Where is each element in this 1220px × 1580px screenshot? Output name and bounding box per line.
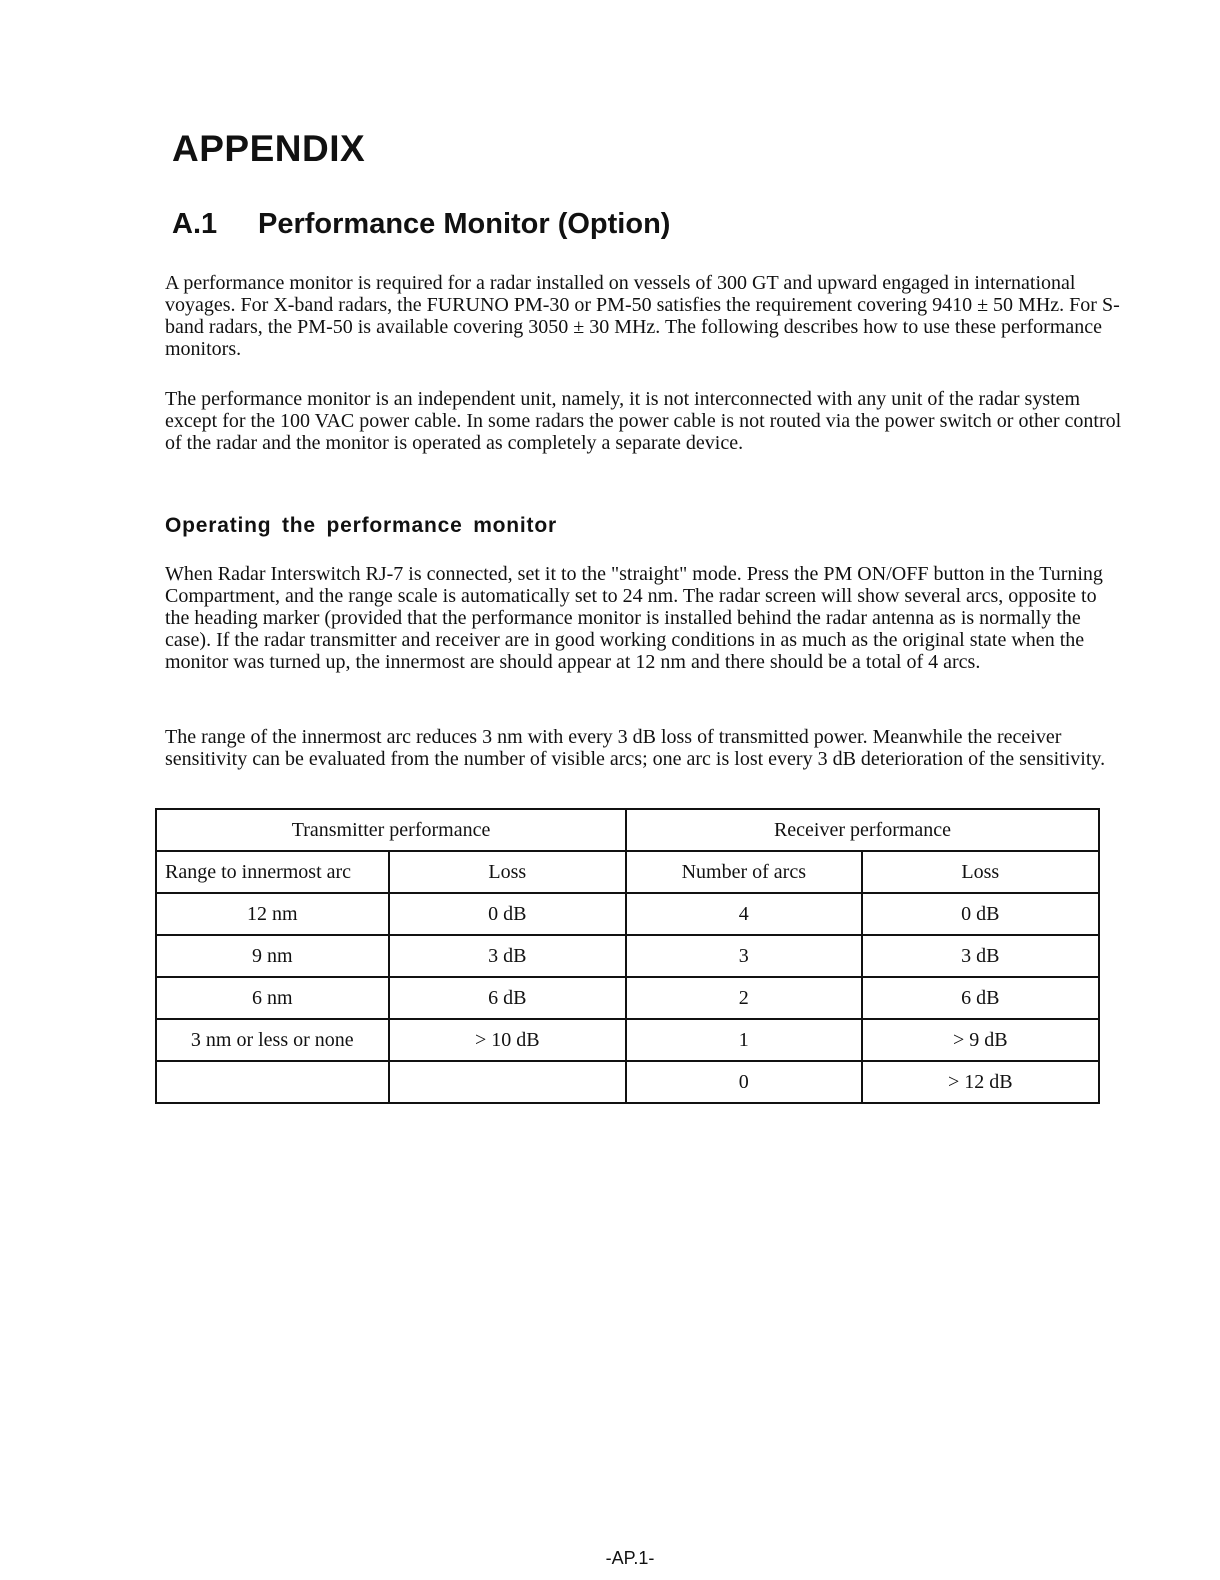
paragraph-independent-unit: The performance monitor is an independent unit, namely, it is not interconnected with any unit of the radar system except for the 100 VAC power cable. In some radars the power cable is not routed via the power switch or other control of the radar and the monitor is operated as completely a separate device. xyxy=(165,388,1122,454)
table-cell: 4 xyxy=(626,893,862,935)
subheading: Operating the performance monitor xyxy=(165,514,557,537)
table-row xyxy=(156,1061,1099,1103)
table-cell: 12 nm xyxy=(156,893,389,935)
table-cell: 0 xyxy=(626,1061,862,1103)
table-row xyxy=(156,977,1099,1019)
table-cell: 3 dB xyxy=(389,935,626,977)
section-number: A.1 xyxy=(172,208,218,240)
column-header: Loss xyxy=(389,851,626,893)
column-header: Range to innermost arc xyxy=(156,851,389,893)
table-cell: 6 dB xyxy=(389,977,626,1019)
paragraph-range-loss: The range of the innermost arc reduces 3 nm with every 3 dB loss of transmitted power. Meanwhile the receiver sensitivity can be evaluated from the number of visible arcs; one arc is lost every 3 dB deterioration of the sensitivity. xyxy=(165,726,1106,770)
column-header: Loss xyxy=(862,851,1099,893)
table-row xyxy=(156,1019,1099,1061)
table-cell: > 9 dB xyxy=(862,1019,1099,1061)
table-cell xyxy=(389,1061,626,1103)
table-cell: 6 nm xyxy=(156,977,389,1019)
table-row xyxy=(156,935,1099,977)
table-group-header-row xyxy=(156,809,1099,851)
table-cell: 6 dB xyxy=(862,977,1099,1019)
table-cell: 1 xyxy=(626,1019,862,1061)
section-heading xyxy=(172,208,670,241)
paragraph-operating: When Radar Interswitch RJ-7 is connected, set it to the "straight" mode. Press the PM ON/OFF button in the Turning Compartment, and the range scale is automatically set to 24 nm. The radar screen will show several arcs, opposite to the heading marker (provided that the performance monitor is installed behind the radar antenna as is normally the case). If the radar transmitter and receiver are in good working conditions in as much as the original state when the monitor was turned up, the innermost are should appear at 12 nm and there should be a total of 4 arcs. xyxy=(165,563,1103,673)
table-row xyxy=(156,893,1099,935)
page-number: -AP.1- xyxy=(605,1548,655,1568)
table-cell: 9 nm xyxy=(156,935,389,977)
table-cell: 0 dB xyxy=(389,893,626,935)
table-cell: 3 dB xyxy=(862,935,1099,977)
section-title: Performance Monitor (Option) xyxy=(258,208,671,240)
table-cell: 2 xyxy=(626,977,862,1019)
table-cell: 0 dB xyxy=(862,893,1099,935)
table-column-header-row xyxy=(156,851,1099,893)
paragraph-intro: A performance monitor is required for a radar installed on vessels of 300 GT and upward engaged in international voyages. For X-band radars, the FURUNO PM-30 or PM-50 satisfies the requirement covering 9410 ± 50 MHz. For S-band radars, the PM-50 is available covering 3050 ± 30 MHz. The following describes how to use these performance monitors. xyxy=(165,272,1120,360)
table-cell: > 12 dB xyxy=(862,1061,1099,1103)
performance-table xyxy=(155,808,1100,1104)
table-cell: 3 nm or less or none xyxy=(156,1019,389,1061)
table-cell xyxy=(156,1061,389,1103)
group-header-receiver: Receiver performance xyxy=(626,809,1099,851)
column-header: Number of arcs xyxy=(626,851,862,893)
table-cell: > 10 dB xyxy=(389,1019,626,1061)
page-heading: APPENDIX xyxy=(172,128,366,169)
group-header-transmitter: Transmitter performance xyxy=(156,809,626,851)
table-cell: 3 xyxy=(626,935,862,977)
